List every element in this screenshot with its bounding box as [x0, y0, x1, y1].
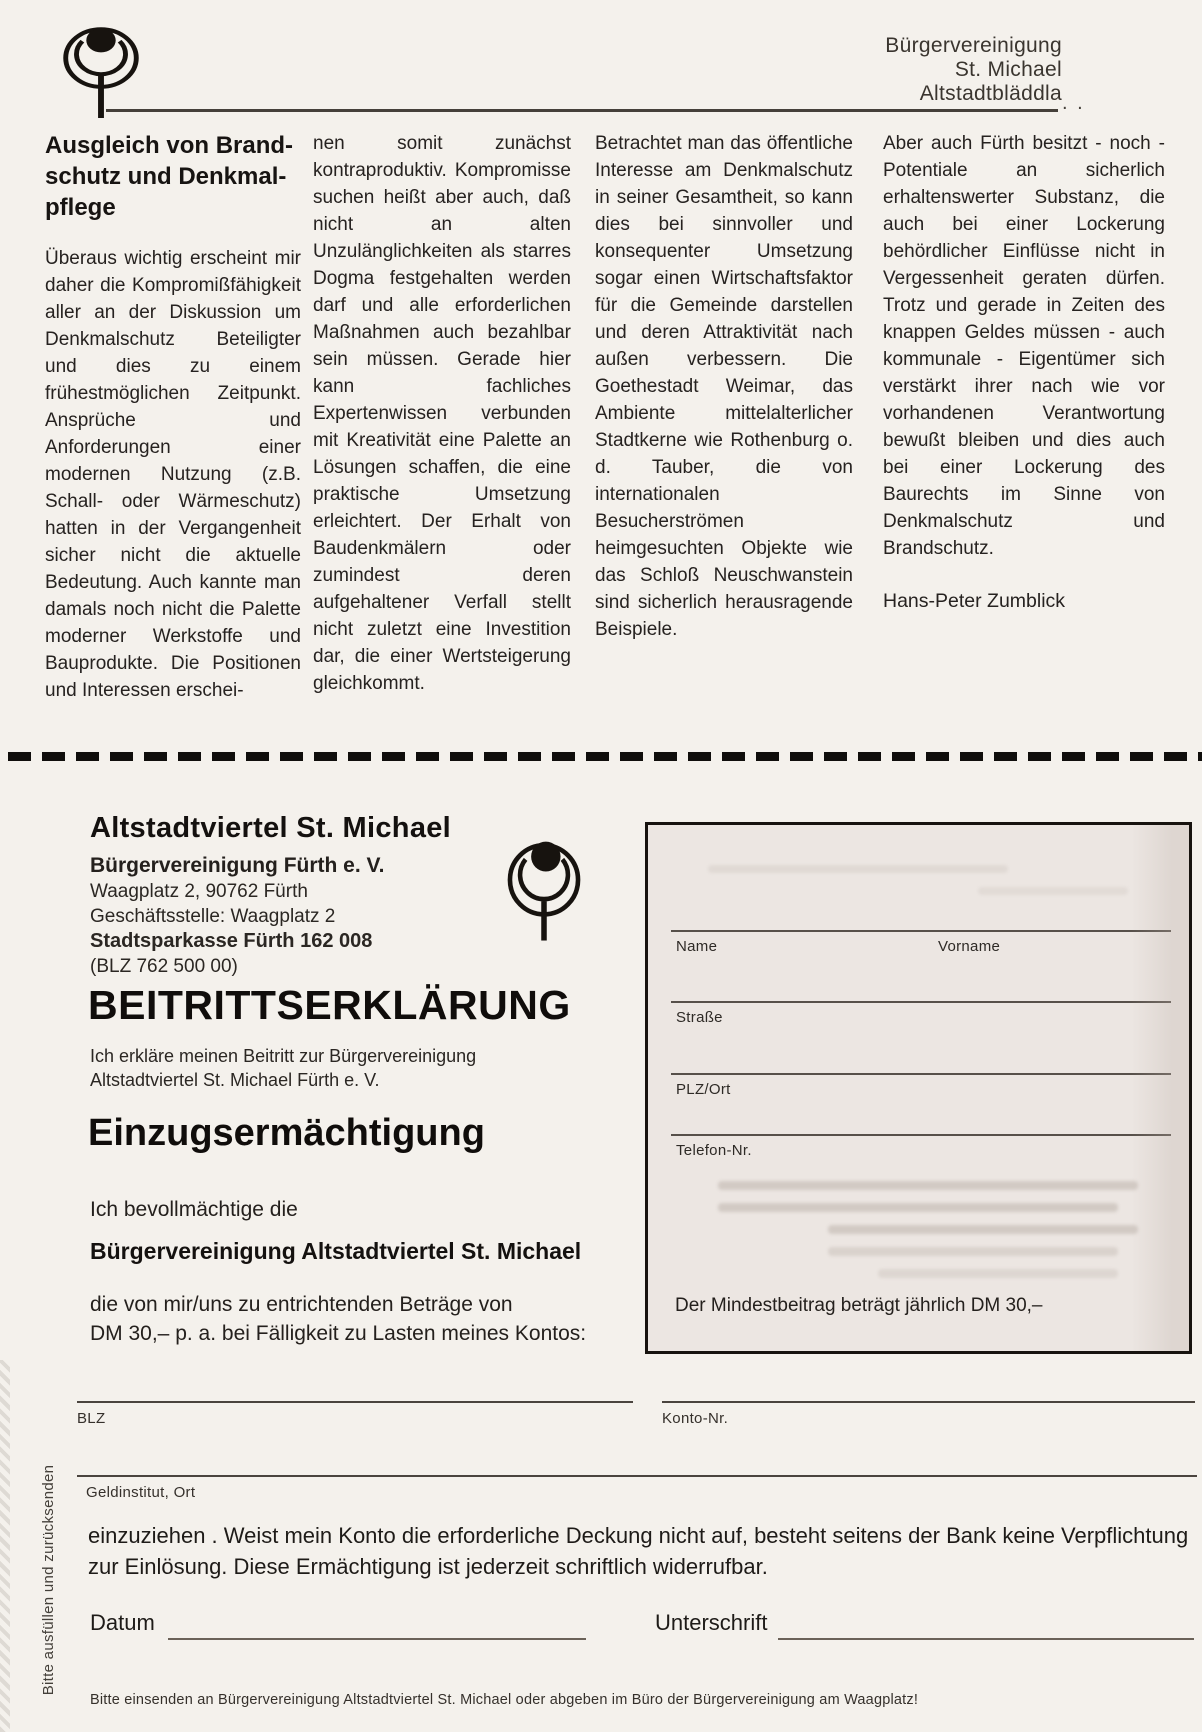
- member-data-box: [645, 822, 1192, 1354]
- field-label-unterschrift: Unterschrift: [655, 1610, 768, 1635]
- article-column-2: [313, 130, 571, 704]
- field-label-datum: Datum: [90, 1610, 155, 1635]
- field-label-telefon: Telefon-Nr.: [676, 1142, 752, 1159]
- field-line-name: [671, 930, 1171, 932]
- masthead-title: Altstadtbläddla: [919, 82, 1062, 105]
- coupon-bank: Stadtsparkasse Fürth 162 008: [90, 930, 373, 952]
- coupon-org-office: Geschäftsstelle: Waagplatz 2: [90, 906, 336, 927]
- rule-dots: . .: [1062, 92, 1085, 114]
- minimum-fee-note: Der Mindestbeitrag beträgt jährlich DM 30,–: [675, 1295, 1043, 1316]
- masthead: [885, 34, 1062, 106]
- chalice-logo-icon: [498, 836, 590, 948]
- article-text-1: Überaus wichtig erscheint mir daher die Kompromißfähigkeit aller an der Diskussion um Denkmalschutz Beteiligter und dies zu einem frühestmöglichen Zeitpunkt. Ansprüche und Anforderungen einer modernen Nutzung (z.B. Schall- oder Wärmeschutz) hatten in der Vergangenheit sicher nicht die aktuelle Bedeutung. Auch kannte man damals noch nicht die Palette moderner Werkstoffe und Bauprodukte. Die Positionen und Interessen erschei-: [45, 248, 301, 701]
- article-column-3: [595, 130, 853, 704]
- field-line-konto: [662, 1401, 1195, 1403]
- field-label-name: Name: [676, 938, 718, 955]
- show-through-artifact: [828, 1247, 1118, 1256]
- article-column-1: [45, 130, 301, 704]
- coupon-org-title: Altstadtviertel St. Michael: [90, 812, 452, 844]
- coupon-address-block: [90, 812, 451, 979]
- coupon-org-street: Waagplatz 2, 90762 Fürth: [90, 881, 308, 902]
- masthead-org: Bürgervereinigung: [885, 34, 1062, 57]
- field-label-plz-ort: PLZ/Ort: [676, 1081, 731, 1098]
- article-title: Ausgleich von Brandschutz und Denkmalpflege: [45, 132, 294, 221]
- article-text-4: Aber auch Fürth besitzt - noch - Potentiale an sicherlich erhaltenswerter Substanz, die auch bei einer Lockerung behördlicher Einflüsse nicht in Vergessenheit geraten dürfen. Trotz und gerade in Zeiten des knappen Geldes müssen - auch kommunale - Eigentümer sich verstärkt ihrer nach wie vor vorhandenen Verantwortung bewußt bleiben und dies auch bei einer Lockerung des Baurechts im Sinne von Denkmalschutz und Brandschutz.: [883, 133, 1165, 559]
- article-text-2: nen somit zunächst kontraproduktiv. Kompromisse suchen heißt aber auch, daß nicht an alten Unzulänglichkeiten als starres Dogma festgehalten werden darf und alle erforderlichen Maßnahmen auch bezahlbar sein müssen. Gerade hier kann fachliches Expertenwissen verbunden mit Kreativität eine Palette an Lösungen schaffen, die eine praktische Umsetzung erleichtert. Der Erhalt von Baudenkmälern oder zumindest deren aufgehaltener Verfall stellt nicht zuletzt eine Investition dar, die einer Wertsteigerung gleichkommt.: [313, 133, 571, 694]
- article-text-3: Betrachtet man das öffentliche Interesse am Denkmalschutz in seiner Gesamtheit, so kann dies bei sinnvoller und konsequenter Umsetzung sogar einen Wirtschaftsfaktor für die Gemeinde darstellen und deren Attraktivität nach außen verbessern. Die Goethestadt Weimar, das Ambiente mittelalterlicher Stadtkerne wie Rothenburg o. d. Tauber, die von internationalen Besucherströmen heimgesuchten Objekte wie das Schloß Neuschwanstein sind sicherlich herausragende Beispiele.: [595, 133, 853, 640]
- field-line-blz: [77, 1401, 633, 1403]
- header-rule: [106, 109, 1058, 112]
- show-through-artifact: [828, 1225, 1138, 1234]
- coupon-org-name: Bürgervereinigung Fürth e. V.: [90, 854, 385, 877]
- membership-declaration-subtext: Ich erkläre meinen Beitritt zur Bürgervereinigung Altstadtviertel St. Michael Fürth e. V.: [90, 1046, 477, 1090]
- field-line-datum: [168, 1638, 586, 1640]
- show-through-artifact: [878, 1269, 1118, 1278]
- field-label-strasse: Straße: [676, 1009, 723, 1026]
- cut-here-dashed-line: [8, 752, 1202, 761]
- masthead-parish: St. Michael: [954, 58, 1062, 81]
- article-byline: Hans-Peter Zumblick: [883, 590, 1066, 612]
- coupon-blz: (BLZ 762 500 00): [90, 956, 238, 977]
- authorize-line: Ich bevollmächtige die: [90, 1198, 298, 1221]
- article-column-4: [883, 130, 1165, 704]
- field-label-konto: Konto-Nr.: [662, 1410, 729, 1427]
- fill-in-side-note: Bitte ausfüllen und zurücksenden: [40, 1464, 57, 1696]
- membership-declaration-heading: BEITRITTSERKLÄRUNG: [88, 982, 571, 1028]
- show-through-artifact: [718, 1203, 1118, 1212]
- show-through-artifact: [978, 887, 1128, 895]
- coupon-footer-note: Bitte einsenden an Bürgervereinigung Altstadtviertel St. Michael oder abgeben im Büro der Bürgervereinigung am Waagplatz!: [90, 1692, 919, 1708]
- direct-debit-heading: Einzugsermächtigung: [88, 1112, 485, 1154]
- chalice-logo-icon: [52, 22, 150, 118]
- field-line-geldinstitut: [77, 1475, 1197, 1477]
- perforation-edge: [0, 1360, 10, 1732]
- field-label-blz: BLZ: [77, 1410, 106, 1427]
- field-label-vorname: Vorname: [938, 938, 1001, 955]
- field-line-unterschrift: [778, 1638, 1194, 1640]
- field-label-geldinstitut: Geldinstitut, Ort: [86, 1484, 196, 1501]
- article: [45, 130, 1165, 704]
- field-line-plz-ort: [671, 1073, 1171, 1075]
- show-through-artifact: [708, 865, 1008, 873]
- field-line-strasse: [671, 1001, 1171, 1003]
- show-through-artifact: [718, 1181, 1138, 1190]
- field-line-telefon: [671, 1134, 1171, 1136]
- authorize-org-line: Bürgervereinigung Altstadtviertel St. Michael: [90, 1238, 582, 1264]
- debit-legal-text: einzuziehen . Weist mein Konto die erforderliche Deckung nicht auf, besteht seitens der Bank keine Verpflichtung zur Einlösung. Diese Ermächtigung ist jederzeit schriftlich widerrufbar.: [88, 1523, 1189, 1579]
- amount-lines: die von mir/uns zu entrichtenden Beträge von DM 30,– p. a. bei Fälligkeit zu Lasten meines Kontos:: [90, 1293, 587, 1345]
